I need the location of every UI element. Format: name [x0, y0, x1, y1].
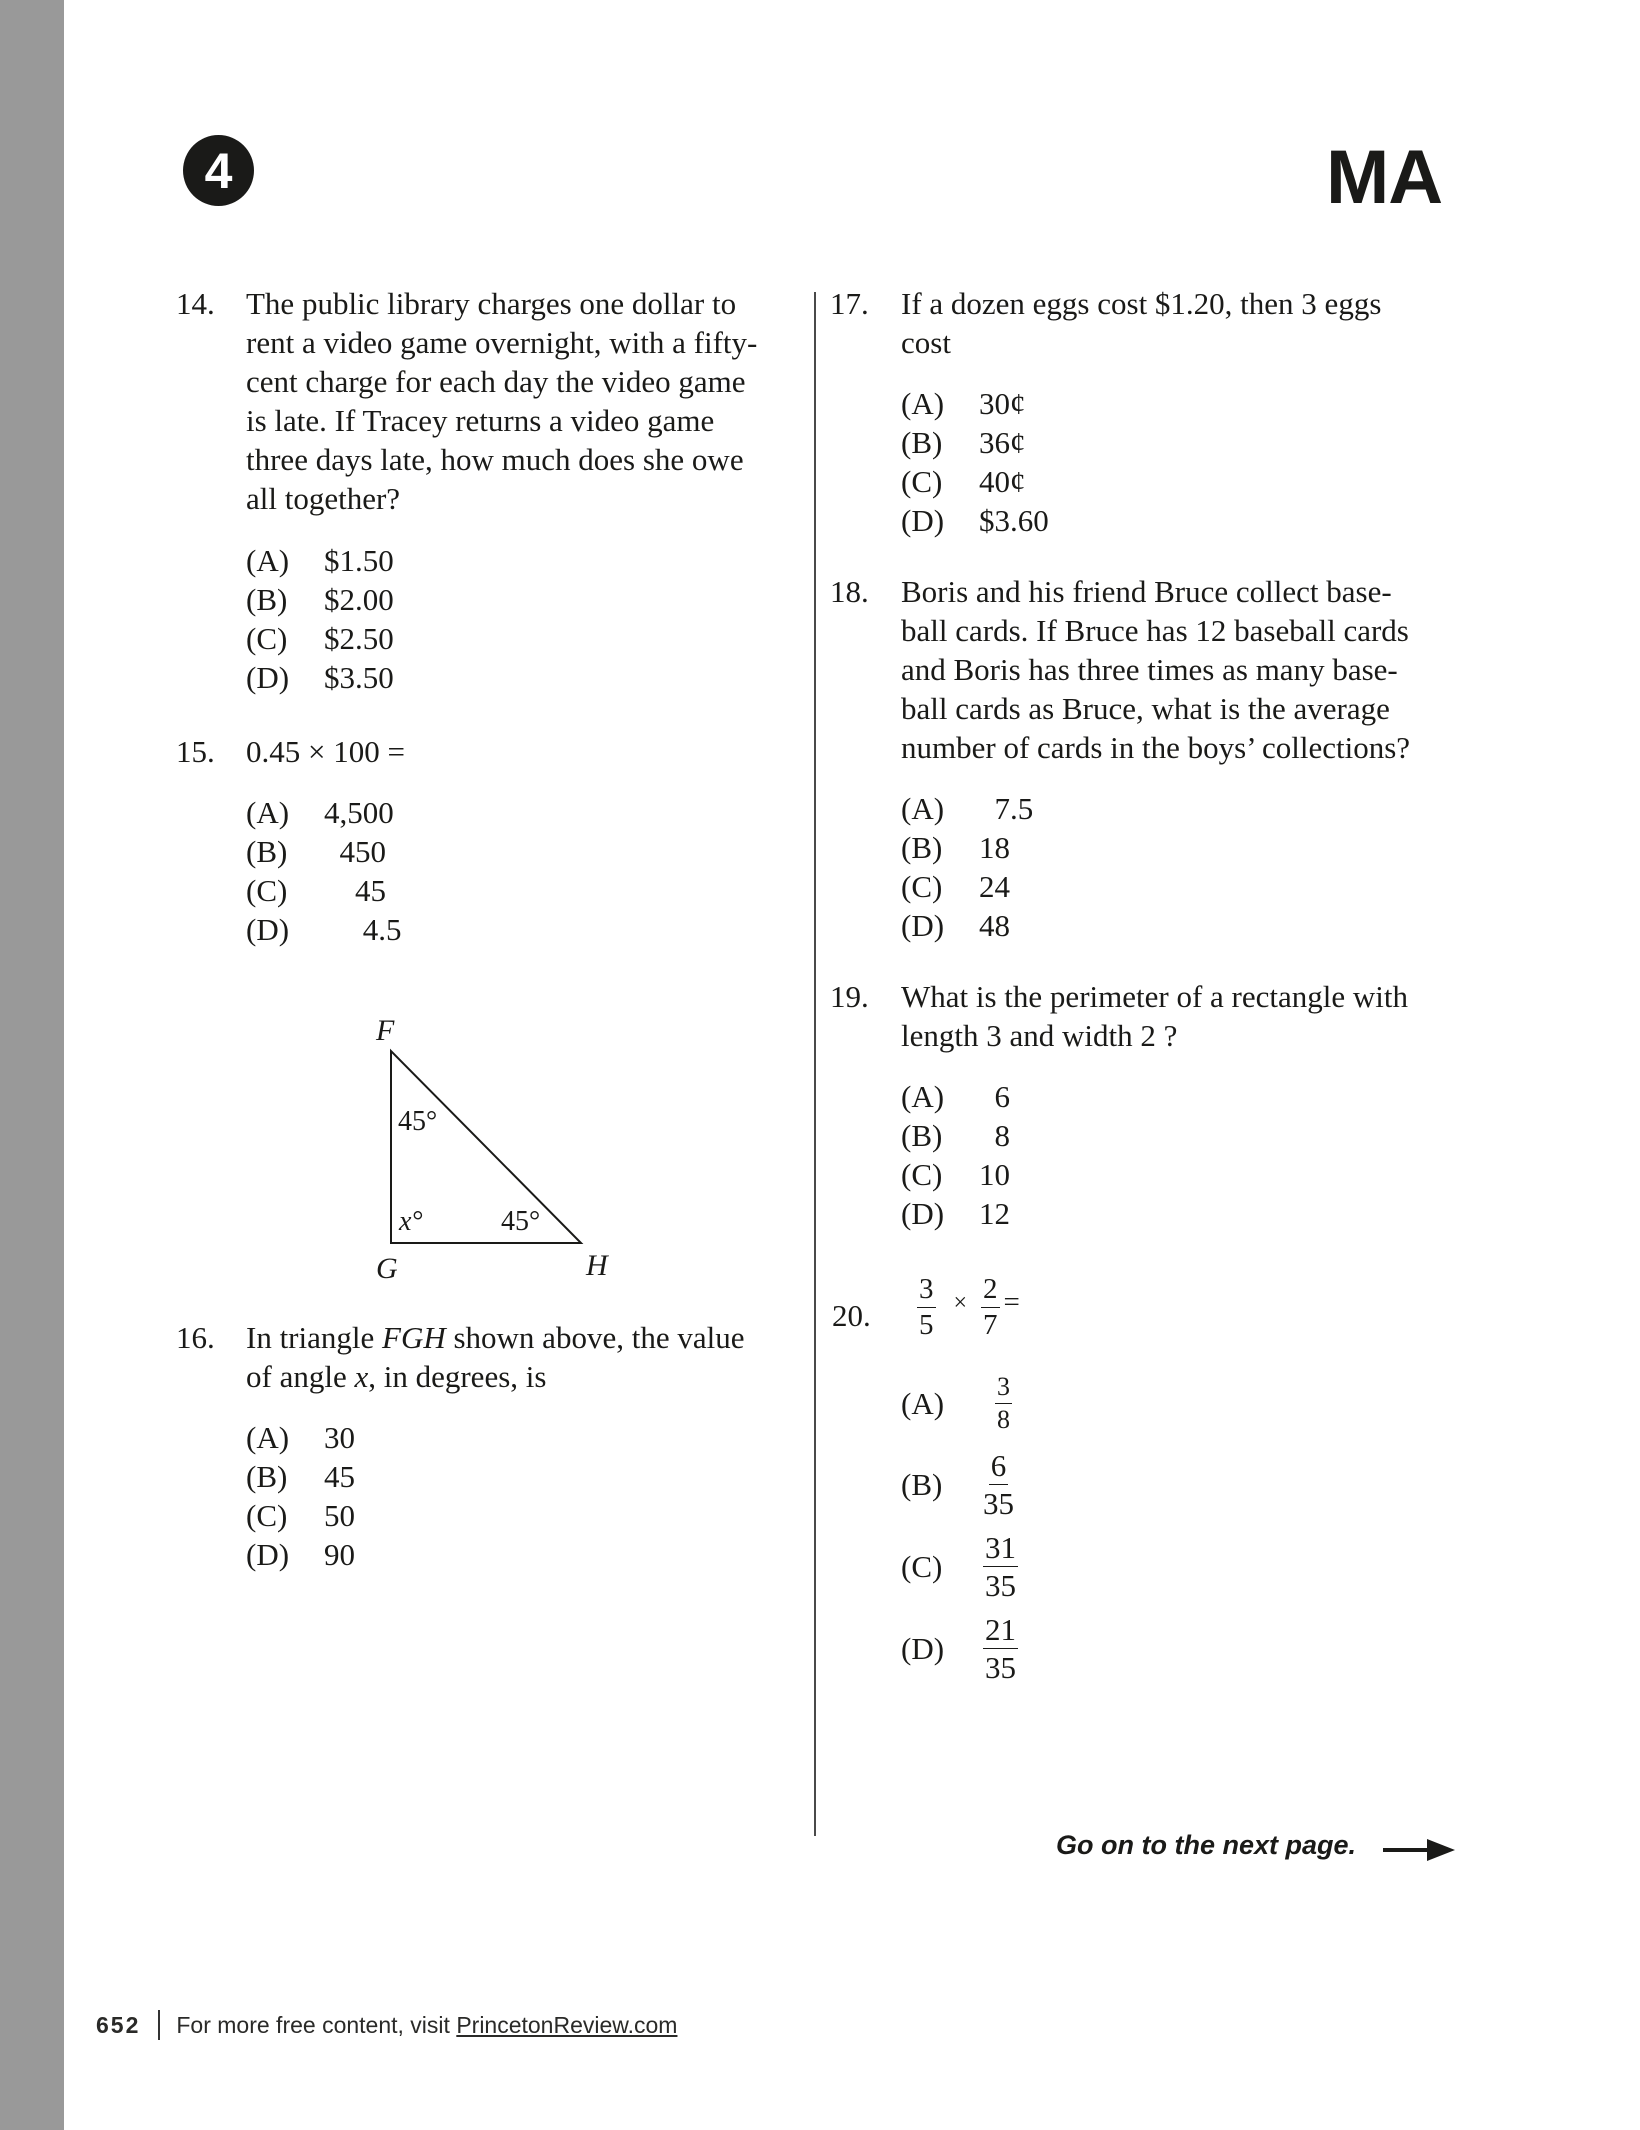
fraction	[917, 1275, 936, 1340]
answer-choice-d[interactable]	[901, 906, 1033, 945]
chapter-number: 4	[204, 142, 233, 199]
stem-line: ball cards as Bruce, what is the average	[901, 691, 1390, 726]
choice-value: 4.5	[324, 912, 402, 947]
answer-choice-d[interactable]	[901, 1194, 1010, 1233]
choice-letter: (C)	[246, 873, 288, 908]
question-17	[830, 284, 1470, 544]
question-number: 17.	[830, 286, 869, 321]
answer-choices	[246, 1418, 355, 1574]
choice-value: $3.50	[324, 660, 394, 695]
choice-value: 18	[979, 830, 1010, 865]
choice-value: 4,500	[324, 795, 394, 830]
numerator: 6	[990, 1447, 1007, 1483]
stem-line: three days late, how much does she owe	[246, 442, 744, 477]
answer-choice-a[interactable]	[901, 789, 1033, 828]
fraction	[981, 1275, 1000, 1340]
answer-choice-c[interactable]	[901, 1525, 1018, 1607]
question-15	[176, 732, 816, 952]
page-footer	[96, 2010, 677, 2040]
answer-choice-d[interactable]	[901, 1607, 1018, 1689]
choice-value: 6	[979, 1079, 1010, 1114]
choice-letter: (D)	[901, 503, 945, 538]
choice-letter: (A)	[901, 1385, 945, 1421]
question-14	[176, 284, 816, 704]
stem-line: cent charge for each day the video game	[246, 364, 746, 399]
triangle-name: FGH	[382, 1320, 446, 1355]
fraction	[983, 1447, 1014, 1521]
denominator: 7	[983, 1309, 998, 1341]
stem-line: ball cards. If Bruce has 12 baseball cards	[901, 613, 1409, 648]
stem-line: number of cards in the boys’ collections?	[901, 730, 1411, 765]
promo-text: For more free content, visit	[176, 2011, 457, 2038]
stem-text: , in degrees, is	[368, 1359, 547, 1394]
choice-value: 45	[324, 873, 386, 908]
vertex-label-g: G	[376, 1252, 398, 1285]
answer-choice-a[interactable]	[246, 541, 394, 580]
choice-value: 36¢	[979, 425, 1026, 460]
right-arrow-icon	[1383, 1838, 1455, 1862]
choice-value: 12	[979, 1196, 1010, 1231]
choice-letter: (B)	[901, 1118, 943, 1153]
numerator: 21	[985, 1611, 1016, 1647]
answer-choice-c[interactable]	[901, 1155, 1010, 1194]
choice-letter: (B)	[901, 1466, 943, 1502]
denominator: 5	[919, 1309, 934, 1341]
choice-value: 90	[324, 1537, 355, 1572]
choice-value: 45	[324, 1459, 355, 1494]
triangle-svg	[340, 990, 620, 1290]
answer-choice-b[interactable]	[246, 580, 394, 619]
fraction	[995, 1371, 1012, 1434]
answer-choice-d[interactable]	[246, 910, 402, 949]
angle-label-h: 45°	[501, 1206, 541, 1237]
page-edge-strip	[0, 0, 64, 2130]
choice-letter: (B)	[246, 1459, 288, 1494]
choice-value: 48	[979, 908, 1010, 943]
stem-line: length 3 and width 2 ?	[901, 1018, 1178, 1053]
footer-divider	[158, 2010, 160, 2040]
stem-line: If a dozen eggs cost $1.20, then 3 eggs	[901, 286, 1382, 321]
choice-value: 7.5	[979, 791, 1034, 826]
angle-label-f: 45°	[398, 1106, 438, 1137]
answer-choice-c[interactable]	[246, 1496, 355, 1535]
triangle-fgh-diagram	[340, 990, 620, 1290]
page-number: 652	[96, 2011, 141, 2038]
question-18	[830, 572, 1470, 952]
numerator: 2	[981, 1275, 1000, 1308]
question-stem	[246, 284, 806, 518]
choice-letter: (A)	[246, 543, 290, 578]
answer-choices	[901, 789, 1033, 945]
choice-value: 40¢	[979, 464, 1026, 499]
choice-letter: (D)	[901, 1630, 945, 1666]
answer-choice-d[interactable]	[901, 501, 1049, 540]
next-page-instruction: Go on to the next page.	[1056, 1830, 1357, 1860]
answer-choice-a[interactable]	[901, 1077, 1010, 1116]
denominator: 35	[985, 1649, 1016, 1685]
answer-choice-d[interactable]	[246, 1535, 355, 1574]
stem-line: The public library charges one dollar to	[246, 286, 737, 321]
section-code: MA	[1326, 135, 1443, 220]
stem-text: shown above, the value	[445, 1320, 745, 1355]
denominator: 35	[983, 1485, 1014, 1521]
stem-text: of angle	[246, 1359, 355, 1394]
choice-letter: (B)	[901, 830, 943, 865]
question-number: 20.	[832, 1298, 871, 1333]
numerator: 3	[917, 1275, 936, 1308]
princeton-review-link[interactable]: PrincetonReview.com	[456, 2011, 678, 2038]
choice-value: 24	[979, 869, 1010, 904]
question-number: 15.	[176, 734, 215, 769]
answer-choices	[246, 793, 402, 949]
answer-choice-b[interactable]	[246, 1457, 355, 1496]
question-stem	[246, 1318, 806, 1396]
answer-choice-d[interactable]	[246, 658, 394, 697]
question-stem	[901, 977, 1481, 1055]
choice-value: $2.50	[324, 621, 394, 656]
choice-letter: (C)	[246, 1498, 288, 1533]
stem-line	[246, 1357, 806, 1396]
stem-line: all together?	[246, 481, 401, 516]
stem-line: 0.45 × 100 =	[246, 734, 405, 769]
vertex-label-h: H	[586, 1249, 608, 1282]
answer-choice-b[interactable]	[901, 1443, 1018, 1525]
answer-choice-a[interactable]	[246, 793, 402, 832]
choice-letter: (D)	[246, 912, 290, 947]
choice-letter: (A)	[901, 791, 945, 826]
question-stem	[246, 732, 806, 771]
answer-choice-b[interactable]	[246, 832, 402, 871]
fraction	[983, 1529, 1018, 1603]
variable-x: x	[354, 1359, 369, 1394]
choice-value: 30¢	[979, 386, 1026, 421]
choice-letter: (A)	[901, 386, 945, 421]
answer-choice-a[interactable]	[901, 1363, 1018, 1443]
answer-choice-b[interactable]	[901, 1116, 1010, 1155]
question-number: 16.	[176, 1320, 215, 1355]
answer-choice-c[interactable]	[901, 462, 1049, 501]
choice-letter: (B)	[246, 582, 288, 617]
choice-letter: (D)	[246, 660, 290, 695]
stem-line: cost	[901, 325, 951, 360]
answer-choice-c[interactable]	[901, 867, 1033, 906]
choice-value: $3.60	[979, 503, 1049, 538]
question-expression	[917, 1275, 1020, 1340]
choice-letter: (C)	[246, 621, 288, 656]
choice-value: 8	[979, 1118, 1010, 1153]
choice-letter: (C)	[901, 869, 943, 904]
question-16	[176, 1318, 816, 1588]
denominator: 35	[985, 1567, 1016, 1603]
multiply-sign: ×	[953, 1290, 968, 1316]
question-number: 14.	[176, 286, 215, 321]
chapter-number-badge	[183, 135, 254, 206]
choice-value: 30	[324, 1420, 355, 1455]
answer-choice-a[interactable]	[901, 384, 1049, 423]
stem-line: is late. If Tracey returns a video game	[246, 403, 715, 438]
choice-letter: (D)	[901, 908, 945, 943]
equals-sign: =	[1003, 1286, 1020, 1318]
question-20	[832, 1275, 1472, 1695]
stem-line	[246, 1318, 806, 1357]
choice-letter: (C)	[901, 464, 943, 499]
choice-value: 10	[979, 1157, 1010, 1192]
stem-line: rent a video game overnight, with a fifty-	[246, 325, 758, 360]
question-19	[830, 977, 1470, 1237]
denominator: 8	[997, 1404, 1010, 1434]
choice-letter: (B)	[246, 834, 288, 869]
choice-letter: (B)	[901, 425, 943, 460]
choice-letter: (C)	[901, 1548, 943, 1584]
answer-choice-b[interactable]	[901, 828, 1033, 867]
choice-letter: (D)	[246, 1537, 290, 1572]
answer-choices	[901, 1363, 1018, 1689]
answer-choice-b[interactable]	[901, 423, 1049, 462]
choice-letter: (C)	[901, 1157, 943, 1192]
vertex-label-f: F	[376, 1014, 395, 1047]
stem-line: What is the perimeter of a rectangle with	[901, 979, 1408, 1014]
stem-line: and Boris has three times as many base-	[901, 652, 1398, 687]
choice-value: 50	[324, 1498, 355, 1533]
stem-line: Boris and his friend Bruce collect base-	[901, 574, 1392, 609]
answer-choices	[901, 384, 1049, 540]
choice-value: 450	[324, 834, 386, 869]
question-number: 19.	[830, 979, 869, 1014]
answer-choice-c[interactable]	[246, 871, 402, 910]
question-stem	[901, 572, 1481, 767]
numerator: 31	[985, 1529, 1016, 1565]
answer-choices	[246, 541, 394, 697]
stem-text: In triangle	[246, 1320, 383, 1355]
question-stem	[901, 284, 1461, 362]
choice-letter: (A)	[901, 1079, 945, 1114]
question-number: 18.	[830, 574, 869, 609]
numerator: 3	[995, 1374, 1012, 1404]
fraction	[983, 1611, 1018, 1685]
choice-letter: (A)	[246, 1420, 290, 1455]
answer-choice-a[interactable]	[246, 1418, 355, 1457]
answer-choice-c[interactable]	[246, 619, 394, 658]
choice-value: $1.50	[324, 543, 394, 578]
choice-value: $2.00	[324, 582, 394, 617]
answer-choices	[901, 1077, 1010, 1233]
angle-label-g: x°	[399, 1206, 423, 1237]
choice-letter: (A)	[246, 795, 290, 830]
choice-letter: (D)	[901, 1196, 945, 1231]
